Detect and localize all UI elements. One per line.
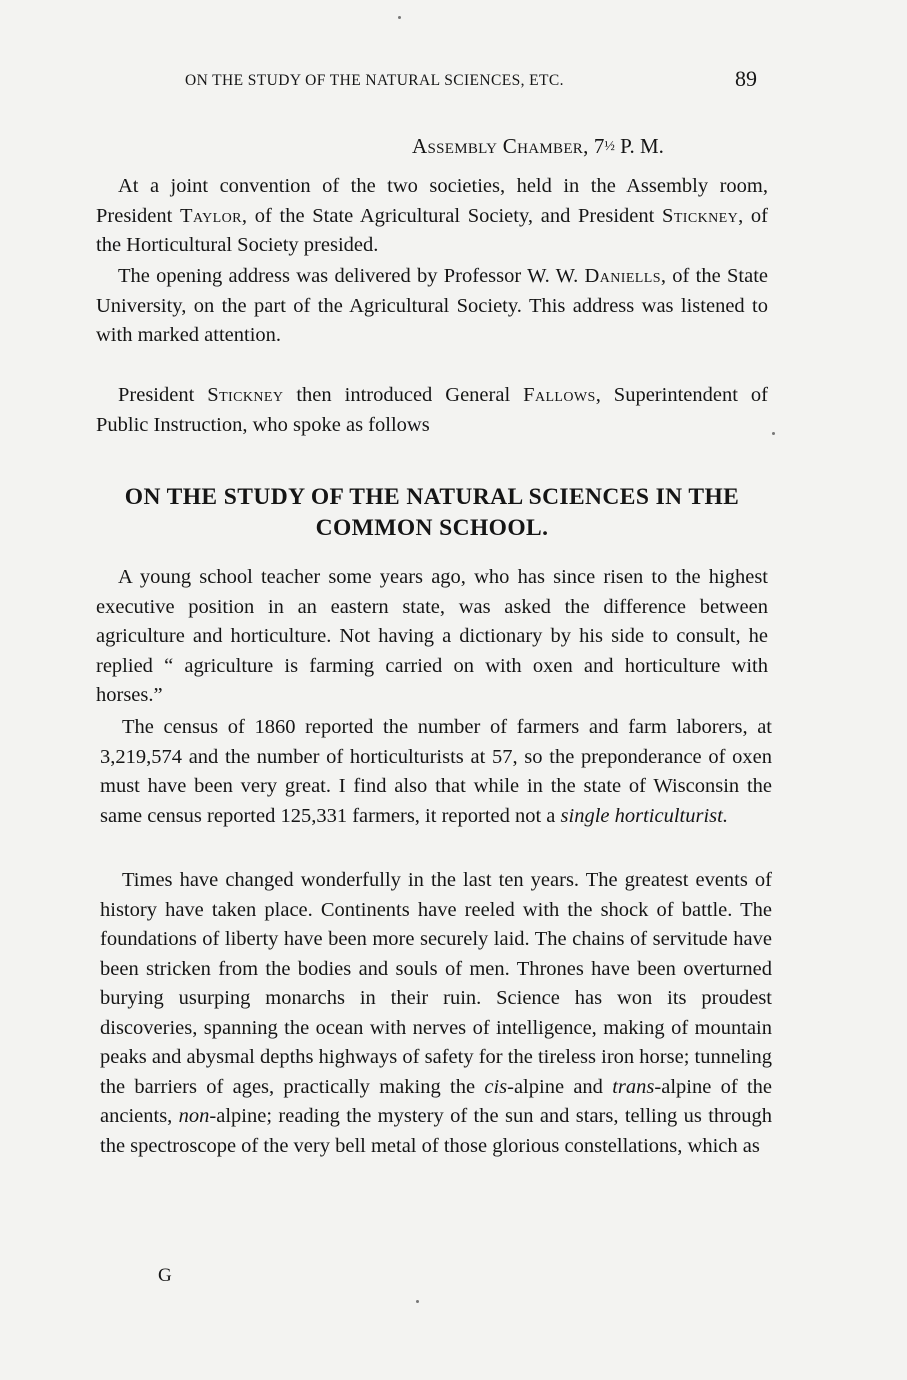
text-run: then introduced General — [283, 384, 524, 406]
emphasis-text: non — [178, 1105, 210, 1127]
emphasis-text: single horticulturist. — [560, 804, 728, 827]
text-run: -alpine of the ancients, — [100, 1075, 773, 1127]
running-title: ON THE STUDY OF THE NATURAL SCIENCES, ETC. — [185, 72, 564, 89]
person-name: Stickney — [207, 384, 284, 406]
scan-speck — [416, 1300, 419, 1303]
text-run: -alpine; reading the mystery of the sun and stars, telling us through the spectroscope of the very bell metal of those glorious constellations, which as — [100, 1105, 772, 1157]
session-heading — [412, 134, 664, 159]
article-title: ON THE STUDY OF THE NATURAL SCIENCES IN THE COMMON SCHOOL. — [124, 484, 740, 541]
paragraph-census — [100, 713, 772, 831]
page-number: 89 — [735, 66, 757, 91]
paragraph-times-changed — [100, 866, 772, 1161]
paragraph-teacher-anecdote — [96, 563, 768, 711]
text-run: , of the State Agricultural Society, and President — [241, 204, 663, 227]
signature-mark: G — [158, 1265, 172, 1286]
text-run: -alpine and — [507, 1075, 613, 1098]
person-name: Fallows — [523, 384, 596, 406]
text-run: A young school teacher some years ago, who has since risen to the highest executive position in an eastern state, was asked the difference between agriculture and horticulture. Not having a dictionary by his side to consult, he replied “ agriculture is farming carried on with oxen and horticulture with horses.” — [96, 566, 768, 706]
session-place: Assembly Chamber, — [412, 134, 589, 158]
scan-speck — [398, 16, 401, 19]
text-run: , of the Horticultural Society presided. — [96, 204, 769, 256]
person-name: Taylor — [180, 204, 242, 227]
person-name: Daniells — [584, 265, 661, 287]
scan-speck — [772, 432, 775, 435]
person-name: Stickney — [662, 204, 739, 227]
session-time-whole: 7 — [593, 134, 605, 158]
text-run: President — [118, 384, 208, 406]
paragraph-introduction — [96, 381, 768, 440]
emphasis-text: trans — [612, 1075, 655, 1098]
text-run: The census of 1860 reported the number of farmers and farm laborers, at 3,219,574 and the number of horticulturists at 57, so the preponderance of oxen must have been very great. I find also that while in the state of Wisconsin the same census reported 125,331 farmers, it reported not a — [100, 716, 772, 827]
session-time-suffix: P. M. — [614, 134, 664, 158]
paragraph-convention — [96, 172, 768, 261]
text-run: , of the State University, on the part of the Agricultural Society. This address was listened to with marked attention. — [96, 265, 768, 346]
text-run: Times have changed wonderfully in the last ten years. The greatest events of history have taken place. Continents have reeled with the shock of battle. The foundations of liberty have been more securely laid. The chains of servitude have been stricken from the bodies and souls of men. Thrones have been overturned burying usurping monarchs in their ruin. Science has won its proudest discoveries, spanning the ocean with nerves of intelligence, making of mountain peaks and abysmal depths highways of safety for the tireless iron horse; tunneling the barriers of ages, practically making the — [100, 869, 772, 1098]
text-run: At a joint convention of the two societies, held in the Assembly room, President — [96, 175, 768, 227]
session-time-fraction: ½ — [604, 139, 615, 154]
text-run: , Superintendent of Public Instruction, who spoke as follows — [96, 384, 768, 436]
text-run: The opening address was delivered by Professor W. W. — [118, 265, 585, 287]
paragraph-opening-address — [96, 262, 768, 351]
emphasis-text: cis — [484, 1075, 508, 1098]
